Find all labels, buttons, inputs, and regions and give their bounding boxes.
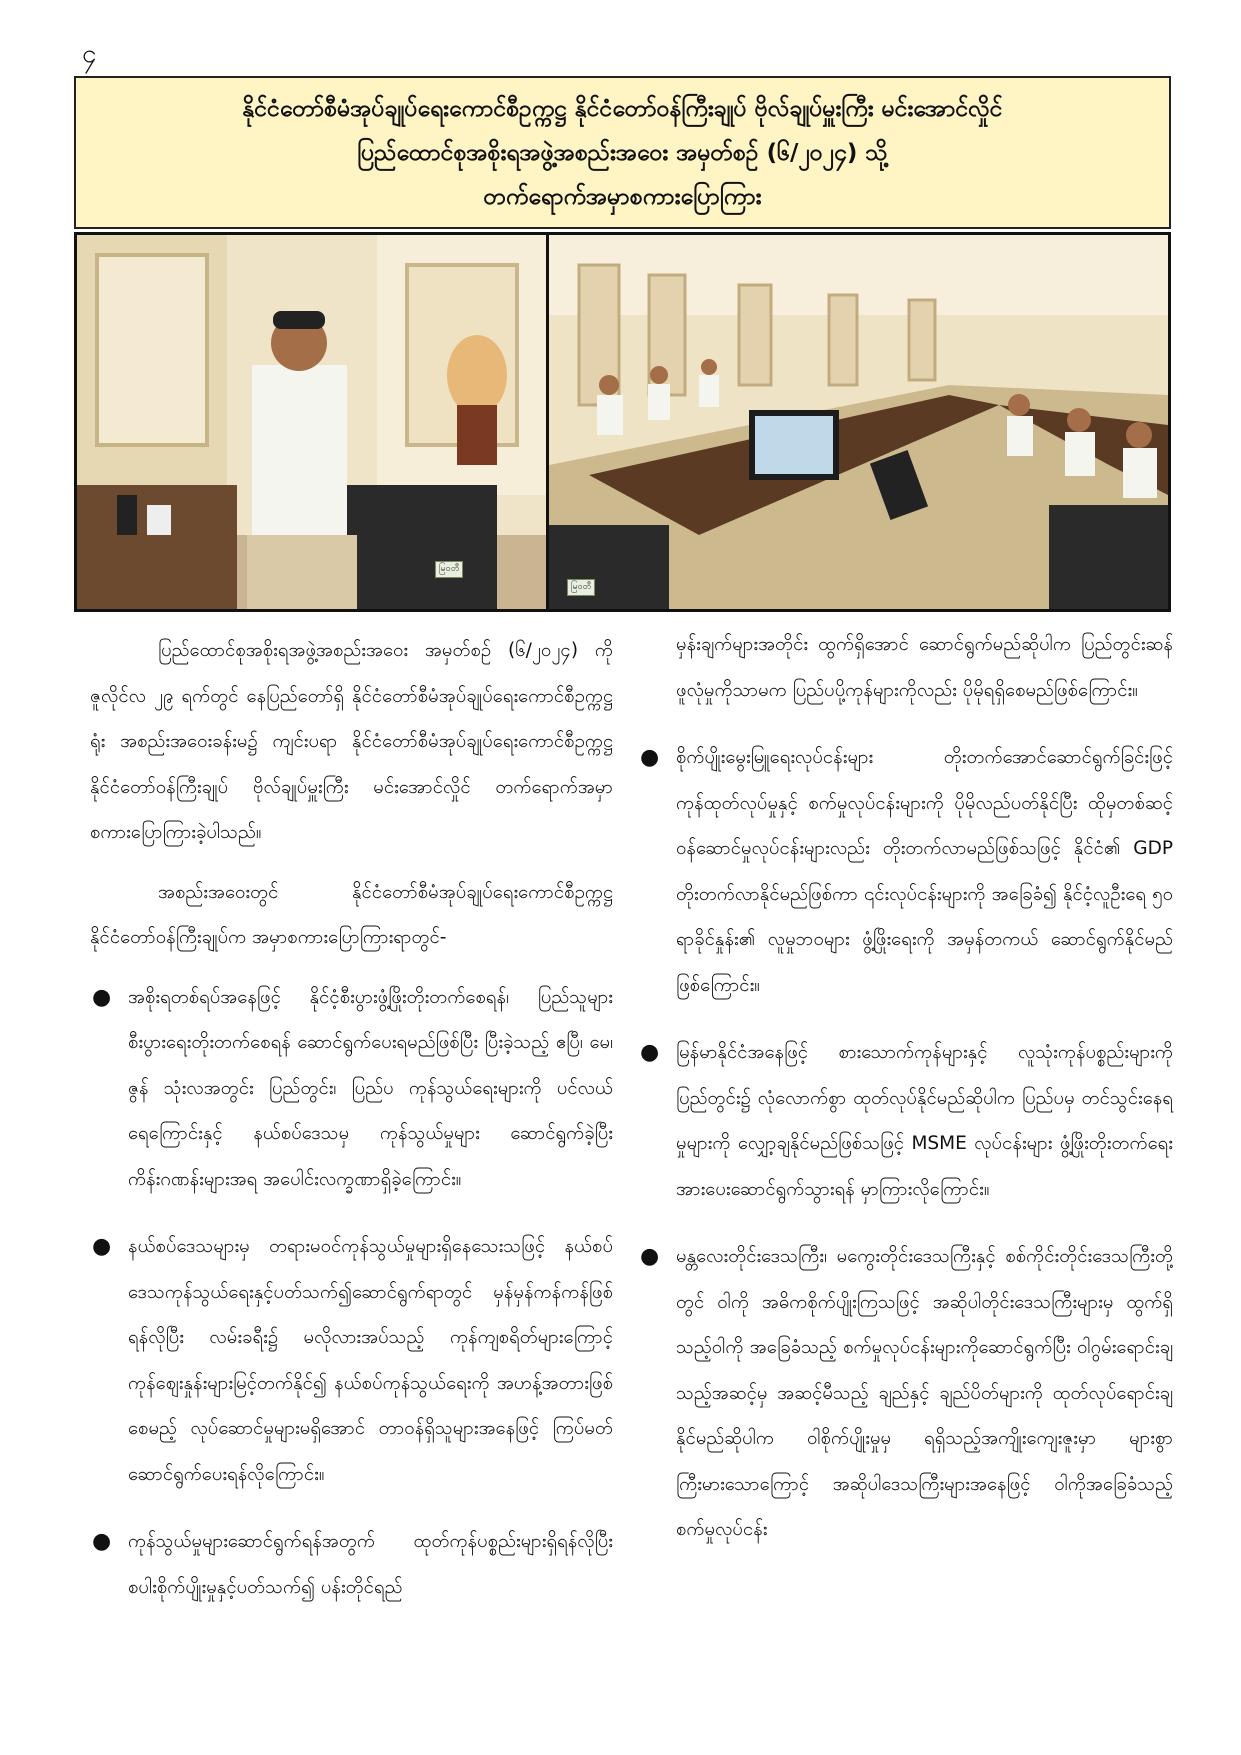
photo-meeting-room [549, 235, 1168, 609]
photo-strip [74, 232, 1171, 612]
left-bullet-list [90, 975, 613, 1611]
headline-line-3: တက်ရောက်အမှာစကားပြောကြား [483, 183, 762, 210]
right-column [638, 622, 1173, 1575]
watermark-badge-left: မြဝတီ [435, 561, 463, 578]
watermark-badge-right: မြဝတီ [567, 579, 595, 596]
list-item-text: စိုက်ပျိုးမွေးမြူရေးလုပ်ငန်းများ တိုးတက်အောင်ဆောင်ရွက်ခြင်းဖြင့် ကုန်ထုတ်လုပ်မှုနှင့် စက်မှုလုပ်ငန်းများကို ပိုမိုလည်ပတ်နိုင်ပြီး ထိုမှတစ်ဆင့် ဝန်ဆောင်မှုလုပ်ငန်းများလည်း တိုးတက်လာမည်ဖြစ်သဖြင့် နိုင်ငံ၏ GDP တိုးတက်လာနိုင်မည်ဖြစ်ကာ ၎င်းလုပ်ငန်းများကို အခြေခံ၍ နိုင်ငံ့လူဦးရေ ၅၀ ရာခိုင်နှုန်း၏ လူမှုဘဝများ ဖွံ့ဖြိုးရေးကို အမှန်တကယ် ဆောင်ရွက်နိုင်မည်ဖြစ်ကြောင်း။ [676, 747, 1173, 996]
list-item [90, 1224, 613, 1497]
bullet-icon: ● [92, 1234, 112, 1259]
list-item [90, 1519, 613, 1610]
photo-meeting-illustration [549, 235, 1168, 609]
list-item-text: နယ်စပ်ဒေသများမှ တရားမဝင်ကုန်သွယ်မှုများရှိနေသေးသဖြင့် နယ်စပ်ဒေသကုန်သွယ်ရေးနှင့်ပတ်သက်၍ဆောင်ရွက်ရာတွင် မှန်မှန်ကန်ကန်ဖြစ်ရန်လိုပြီး လမ်းခရီး၌ မလိုလားအပ်သည့် ကုန်ကျစရိတ်များကြောင့် ကုန်ဈေးနှုန်းများမြင့်တက်နိုင်၍ နယ်စပ်ကုန်သွယ်ရေးကို အဟန့်အတားဖြစ်စေမည့် လုပ်ဆောင်မှုများမရှိအောင် တာဝန်ရှိသူများအနေဖြင့် ကြပ်မတ်ဆောင်ရွက်ပေးရန်လိုကြောင်း။ [128, 1236, 613, 1485]
headline-line-2: ပြည်ထောင်စုအစိုးရအဖွဲ့အစည်းအဝေး အမှတ်စဉ် (၆/၂၀၂၄) သို့ [357, 139, 888, 166]
continuation-paragraph: မှန်းချက်များအတိုင်း ထွက်ရှိအောင် ဆောင်ရွက်မည်ဆိုပါက ပြည်တွင်းဆန်ဖူလုံမှုကိုသာမက ပြည်ပပို့ကုန်များကိုလည်း ပိုမိုရရှိစေမည်ဖြစ်ကြောင်း။ [676, 634, 1173, 701]
list-item [638, 1234, 1173, 1553]
list-item [638, 1030, 1173, 1212]
bullet-icon: ● [640, 1040, 660, 1065]
list-item-text: မြန်မာနိုင်ငံအနေဖြင့် စားသောက်ကုန်များနှင့် လူသုံးကုန်ပစ္စည်းများကို ပြည်တွင်း၌ လုံလောက်စွာ ထုတ်လုပ်နိုင်မည်ဆိုပါက ပြည်ပမှ တင်သွင်းနေရမှုများကို လျှော့ချနိုင်မည်ဖြစ်သဖြင့် MSME လုပ်ငန်းများ ဖွံ့ဖြိုးတိုးတက်ရေးအားပေးဆောင်ရွက်သွားရန် မှာကြားလိုကြောင်း။ [676, 1042, 1173, 1200]
headline-line-1: နိုင်ငံတော်စီမံအုပ်ချုပ်ရေးကောင်စီဥက္ကဋ္ဌ နိုင်ငံတော်ဝန်ကြီးချုပ် ဗိုလ်ချုပ်မှူးကြီး မင်းအောင်လှိုင် [242, 95, 1003, 122]
list-item [638, 735, 1173, 1008]
photo-speaker-standing [77, 235, 546, 609]
bullet-icon: ● [640, 745, 660, 770]
photo-speaker-illustration [77, 235, 546, 609]
left-column [90, 628, 613, 1632]
list-item-text: အစိုးရတစ်ရပ်အနေဖြင့် နိုင်ငံ့စီးပွားဖွံ့ဖြိုးတိုးတက်စေရန်၊ ပြည်သူများစီးပွားရေးတိုးတက်စေရန် ဆောင်ရွက်ပေးရမည်ဖြစ်ပြီး ပြီးခဲ့သည့် ဧပြီ၊ မေ၊ ဇွန် သုံးလအတွင်း ပြည်တွင်း၊ ပြည်ပ ကုန်သွယ်ရေးများကို ပင်လယ်ရေကြောင်းနှင့် နယ်စပ်ဒေသမှ ကုန်သွယ်မှုများ ဆောင်ရွက်ခဲ့ပြီး ကိန်းဂဏန်းများအရ အပေါင်းလက္ခဏာရှိခဲ့ကြောင်း။ [128, 986, 613, 1190]
list-item [90, 975, 613, 1203]
page-number: ၄ [82, 39, 97, 69]
headline-box [74, 76, 1171, 229]
lead-paragraph: အစည်းအဝေးတွင် နိုင်ငံတော်စီမံအုပ်ချုပ်ရေးကောင်စီဥက္ကဋ္ဌ နိုင်ငံတော်ဝန်ကြီးချုပ်က အမှာစကားပြောကြားရာတွင်- [90, 881, 613, 948]
list-item-text: မန္တလေးတိုင်းဒေသကြီး၊ မကွေးတိုင်းဒေသကြီးနှင့် စစ်ကိုင်းတိုင်းဒေသကြီးတို့တွင် ဝါကို အဓိကစိုက်ပျိုးကြသဖြင့် အဆိုပါတိုင်းဒေသကြီးများမှ ထွက်ရှိသည့်ဝါကို အခြေခံသည့် စက်မှုလုပ်ငန်းများကိုဆောင်ရွက်ပြီး ဝါဂွမ်းရောင်းချသည့်အဆင့်မှ အဆင့်မီသည့် ချည်နှင့် ချည်ပိတ်များကို ထုတ်လုပ်ရောင်းချနိုင်မည်ဆိုပါက ဝါစိုက်ပျိုးမှုမှ ရရှိသည့်အကျိုးကျေးဇူးမှာ များစွာကြီးမားသောကြောင့် အဆိုပါဒေသကြီးများအနေဖြင့် ဝါကိုအခြေခံသည့် စက်မှုလုပ်ငန်း [676, 1246, 1173, 1540]
right-bullet-list [638, 735, 1173, 1553]
bullet-icon: ● [640, 1244, 660, 1269]
bullet-icon: ● [92, 984, 112, 1010]
list-item-text: ကုန်သွယ်မှုများဆောင်ရွက်ရန်အတွက် ထုတ်ကုန်ပစ္စည်းများရှိရန်လိုပြီး စပါးစိုက်ပျိုးမှုနှင့်ပတ်သက်၍ ပန်းတိုင်ရည် [128, 1531, 613, 1598]
bullet-icon: ● [92, 1529, 112, 1554]
intro-paragraph: ပြည်ထောင်စုအစိုးရအဖွဲ့အစည်းအဝေး အမှတ်စဉ် (၆/၂၀၂၄) ကို ဇူလိုင်လ ၂၉ ရက်တွင် နေပြည်တော်ရှိ နိုင်ငံတော်စီမံအုပ်ချုပ်ရေးကောင်စီဥက္ကဋ္ဌရုံး အစည်းအဝေးခန်းမ၌ ကျင်းပရာ နိုင်ငံတော်စီမံအုပ်ချုပ်ရေးကောင်စီဥက္ကဋ္ဌ နိုင်ငံတော်ဝန်ကြီးချုပ် ဗိုလ်ချုပ်မှူးကြီး မင်းအောင်လှိုင် တက်ရောက်အမှာစကားပြောကြားခဲ့ပါသည်။ [90, 640, 613, 843]
